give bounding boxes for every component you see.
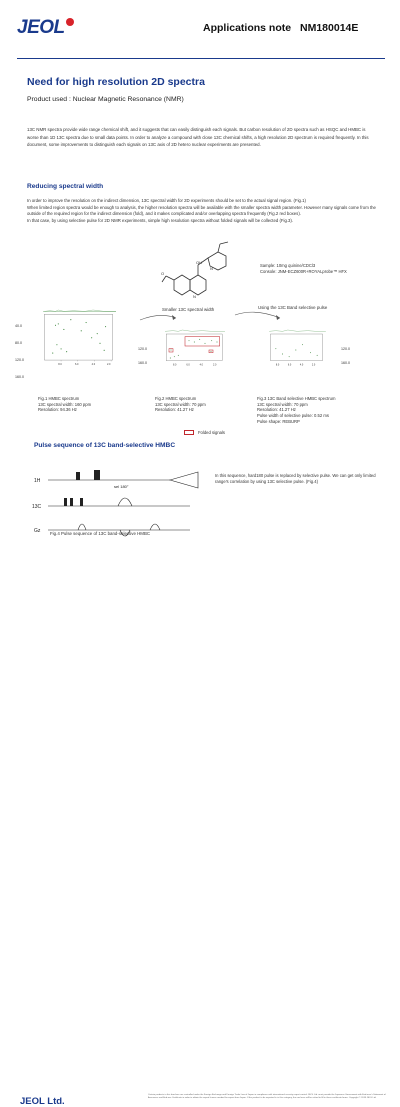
sample-info <box>260 263 347 275</box>
intro-paragraph: 13C NMR spectra provide wide range chemical shift, and it suggests that can easily distinguish each signals. But carbon resolution of 2D spectra such as HSQC and HMBC is worse than 1D 13C spectra due to small data points. In order to analyze a compound with close 13C chemical shifts, a high resolution 2D spectrum is required frequently. In this document, some improvements to distinguish each signals on 13C axis of 2D hetero nuclear experiments are presented. <box>27 127 369 148</box>
fig2-caption <box>155 396 206 413</box>
fig1-tick-x-3: 4.0 <box>91 362 96 366</box>
fig2-tick-x-2: 6.0 <box>186 363 190 367</box>
fig3-tick-y-2: 160.0 <box>341 361 350 365</box>
section-heading-pulse-sequence: Pulse sequence of 13C band-selective HMBC <box>34 442 176 449</box>
fig3-tick-x-4: 2.0 <box>311 363 316 367</box>
fig2-caption-width: 13C spectral width: 70 ppm <box>155 401 206 407</box>
svg-text:OH: OH <box>196 260 202 265</box>
svg-text:O: O <box>161 271 165 276</box>
fig2-tick-y-1: 120.0 <box>138 347 147 351</box>
fig1-hmbc-spectrum <box>27 310 132 367</box>
quinine-structure-diagram <box>160 240 240 305</box>
fig3-tick-x-3: 4.0 <box>299 363 304 367</box>
fig3-y-axis-ticks <box>341 342 355 372</box>
product-used: Product used : Nuclear Magnetic Resonance (NMR) <box>27 96 184 103</box>
section1-paragraph-3: In that case, by using selective pulse for 2D NMR experiments, simple high resolution spectra without folded signals will be collected (Fig.3). <box>27 217 294 223</box>
pulse-sequence-diagram <box>30 452 210 542</box>
fig1-y-axis-ticks <box>15 318 27 388</box>
fig2-hmbc-spectrum <box>150 330 240 370</box>
fig1-caption-title: Fig.1 HMBC spectrum <box>38 396 80 401</box>
sel-180-label: sel 180° <box>114 484 129 489</box>
section-heading-reducing-width: Reducing spectral width <box>27 183 104 190</box>
applications-note-label: Applications note <box>203 22 292 34</box>
document-number: NM180014E <box>300 22 359 34</box>
fig3-caption-pulse-shape: Pulse shape: REBURP <box>257 418 300 424</box>
fig3-caption-title: Fig.3 13C Band selective HMBC spectrum <box>257 396 336 401</box>
fig1-tick-x-2: 6.0 <box>74 362 79 366</box>
fig1-tick-x-4: 2.0 <box>106 362 111 366</box>
fig1-caption-width: 13C spectral width: 160 ppm <box>38 401 92 407</box>
fig3-tick-y-1: 120.0 <box>341 347 350 351</box>
page-footer <box>0 547 400 1107</box>
channel-13c-label: 13C <box>32 504 42 510</box>
fig2-y-axis-ticks <box>138 342 150 372</box>
section1-body <box>27 198 382 225</box>
fig1-caption-resolution: Resolution: 94.36 Hz <box>38 407 77 413</box>
channel-gz-label: Gz <box>34 528 41 534</box>
selective-pulse-label: Using the 13C Band selective pulse <box>258 305 328 310</box>
pulse-sequence-description: In this sequence, hard180 pulse is replaced by selective pulse. We can get only limited range's correlation by using 13C selective pulse. (Fig.4) <box>215 473 376 485</box>
fig4-caption: Fig.4 Pulse sequence of 13C band-selective HMBC <box>50 531 151 536</box>
smaller-width-label: Smaller 13C spectral width <box>162 307 215 312</box>
folded-signals-legend: Folded signals <box>198 430 226 435</box>
fig3-selective-hmbc-spectrum <box>255 330 340 370</box>
fig3-tick-x-2: 6.0 <box>287 363 292 367</box>
sample-line: Sample: 10mg quinine/CDCl3 <box>260 263 316 268</box>
svg-text:N: N <box>210 266 213 271</box>
fig3-tick-x-1: 8.0 <box>275 363 280 367</box>
fig2-tick-y-2: 160.0 <box>138 361 147 365</box>
fig1-tick-y-4: 160.0 <box>15 375 24 379</box>
fig2-tick-x-4: 2.0 <box>213 363 217 367</box>
fig1-tick-y-3: 120.0 <box>15 358 24 362</box>
svg-text:N: N <box>193 294 196 299</box>
fig3-caption-resolution: Resolution: 41.27 Hz <box>257 407 296 413</box>
footer-legal-note: Certain products in this brochure are controlled under the Foreign Exchange and Foreign Trade Law of Japan in compliance with international security export control. JEOL Ltd. must provide the Japanese Government with End-user's Statement of Assurance and End-use Certificate in order to obtain the export license needed for export from Japan. If the product to be exported is in this category, the end user will be asked to fill in these certificate forms. Copyright © 2018 JEOL Ltd. <box>148 1094 386 1099</box>
fig2-tick-x-3: 4.0 <box>199 363 203 367</box>
fig1-tick-x-1: 8.0 <box>58 362 62 366</box>
fig1-caption <box>38 396 91 413</box>
folded-signals-legend-box <box>184 430 194 435</box>
console-line: Console: JNM-ECZ600R+ROYALprobe™ HFX <box>260 269 347 274</box>
fig1-tick-y-1: 40.0 <box>15 324 22 328</box>
page-header <box>0 0 400 60</box>
channel-1h-label: 1H <box>34 478 41 484</box>
fig2-caption-title: Fig.2 HMBC spectrum <box>155 396 197 401</box>
fig2-caption-resolution: Resolution: 41.27 Hz <box>155 407 194 413</box>
logo-dot <box>66 18 74 26</box>
header-divider <box>17 58 385 59</box>
fig3-caption <box>257 396 335 425</box>
footer-logo: JEOL Ltd. <box>20 1096 65 1107</box>
section1-paragraph-1: In order to improve the resolution on the indirect dimension, 13C spectral width for 2D experiments should be set to the actual signal region. (Fig.1) <box>27 198 306 203</box>
page-title: Need for high resolution 2D spectra <box>27 76 205 88</box>
fig3-caption-pulse-width: Pulse width of selective pulse: 0.52 ms <box>257 413 329 419</box>
fig1-tick-y-2: 80.0 <box>15 341 22 345</box>
jeol-logo: JEOL <box>17 17 74 39</box>
section1-paragraph-2: When limited region spectra would be enough to analysis, the higher resolution spectra will be available with the smaller spectra width parameter. However many signals come from the outside of the required region for the indirect dimension (fold), and it makes complicated and/or overlapping spectra frequently (Fig.2 red boxes). <box>27 204 376 217</box>
fig3-caption-width: 13C spectral width: 70 ppm <box>257 401 308 407</box>
fig2-tick-x-1: 8.0 <box>173 363 177 367</box>
